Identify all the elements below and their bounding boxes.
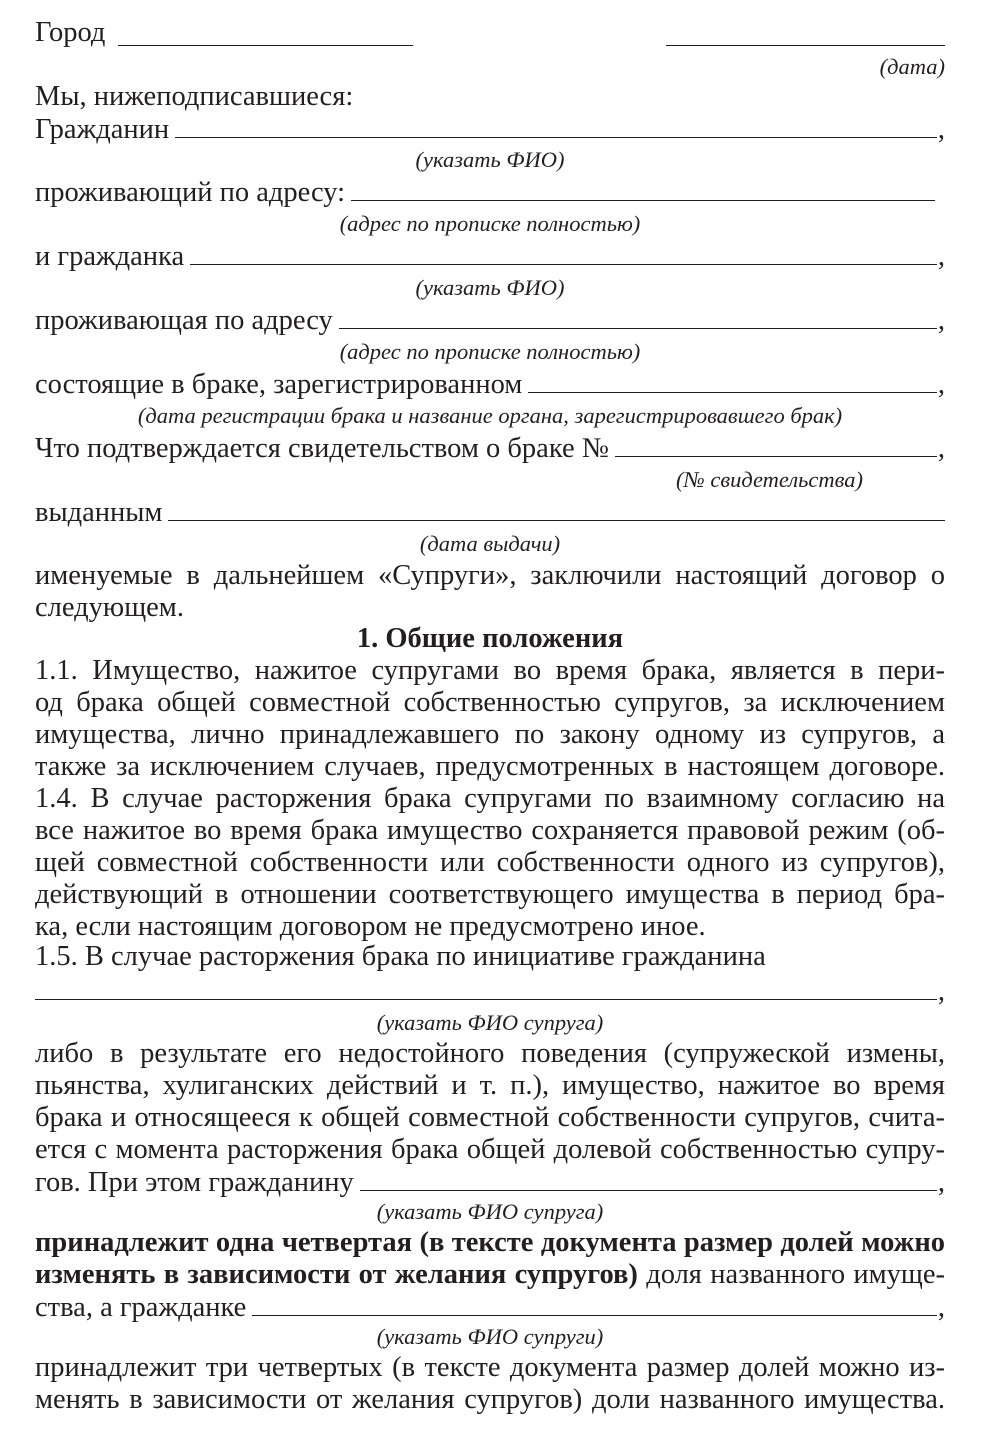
clause-1-1-line: имущества, лично принадлежавшего по закону одному из супругов, а xyxy=(35,719,945,750)
comma: , xyxy=(937,114,945,145)
parties-line-2: следующем. xyxy=(35,592,184,623)
issued-row xyxy=(35,496,945,528)
comma: , xyxy=(937,1167,945,1198)
city-blank xyxy=(118,21,413,46)
clause-1-5-intro: 1.5. В случае расторжения брака по инициативе гражданина xyxy=(35,941,766,972)
husband-name-row xyxy=(35,113,945,145)
husband-address-label: проживающий по адресу: xyxy=(35,177,346,208)
wife-name-caption: (указать ФИО) xyxy=(415,275,565,300)
wife-address-caption: (адрес по прописке полностью) xyxy=(339,339,641,364)
comma: , xyxy=(937,976,945,1007)
clause-1-4-line: действующий в отношении соответствующего имущества в период бра- xyxy=(35,879,945,910)
comma: , xyxy=(937,1292,945,1323)
clause-1-5-line: ется с момента расторжения брака общей долевой собственностью супру- xyxy=(35,1134,945,1165)
date-caption: (дата) xyxy=(879,54,945,79)
bold-share-line: принадлежит одна четвертая (в тексте документа размер долей можно xyxy=(35,1227,945,1258)
clause-1-4-line: ка, если настоящим договором не предусмотрено иное. xyxy=(35,911,706,942)
clause-1-4-line: щей совместной собственности или собственности одного из супругов), xyxy=(35,847,945,878)
husband-address-row xyxy=(35,176,945,208)
marriage-registered-label: состоящие в браке, зарегистрированном xyxy=(35,369,523,400)
wife-label: и гражданка xyxy=(35,241,185,272)
wife-share-caption: (указать ФИО супруги) xyxy=(376,1324,604,1349)
clause-1-1-line: также за исключением случаев, предусмотренных в настоящем договоре. xyxy=(35,751,945,782)
clause-1-1-line: 1.1. Имущество, нажитое супругами во время брака, является в пери- xyxy=(35,655,945,686)
husband-address-field[interactable] xyxy=(351,176,935,201)
clause-1-1-line: од брака общей совместной собственностью супругов, за исключением xyxy=(35,687,945,718)
comma: , xyxy=(937,369,945,400)
certificate-label: Что подтверждается свидетельством о браке № xyxy=(35,433,609,464)
certificate-row xyxy=(35,432,945,464)
spouse-caption: (указать ФИО супруга) xyxy=(376,1010,604,1035)
share-after-bold: доля названного имуще- xyxy=(637,1259,945,1290)
husband-name-field[interactable] xyxy=(175,113,937,138)
final-line: принадлежит три четвертых (в тексте документа размер долей можно из- xyxy=(35,1352,945,1383)
husband-name-caption: (указать ФИО) xyxy=(415,147,565,172)
bold-share-part: изменять в зависимости от желания супругов) xyxy=(35,1259,638,1290)
final-line: менять в зависимости от желания супругов) доли названного имущества. xyxy=(35,1384,945,1415)
issued-caption: (дата выдачи) xyxy=(419,531,561,556)
husband-share-row xyxy=(35,1166,945,1198)
wife-share-label: ства, а гражданке xyxy=(35,1292,247,1323)
husband-share-name-field[interactable] xyxy=(360,1166,937,1191)
wife-address-field[interactable] xyxy=(339,304,937,329)
husband-address-caption: (адрес по прописке полностью) xyxy=(339,211,641,236)
spouse-name-field[interactable] xyxy=(35,975,937,1000)
date-blank xyxy=(666,21,945,46)
wife-address-label: проживающая по адресу xyxy=(35,305,333,336)
issued-date-field[interactable] xyxy=(168,496,945,521)
certificate-number-field[interactable] xyxy=(615,432,937,457)
city-label: Город xyxy=(35,17,106,48)
wife-share-row xyxy=(35,1291,945,1323)
share-line-mixed xyxy=(35,1259,945,1291)
wife-address-row xyxy=(35,304,945,336)
husband-share-label: гов. При этом гражданину xyxy=(35,1167,354,1198)
spouse-name-row xyxy=(35,975,945,1007)
clause-1-5-line: пьянства, хулиганских действий и т. п.), имущество, нажитое во время xyxy=(35,1070,945,1101)
husband-label: Гражданин xyxy=(35,114,170,145)
husband-share-caption: (указать ФИО супруга) xyxy=(376,1199,604,1224)
marriage-registered-field[interactable] xyxy=(528,368,937,393)
intro-text: Мы, нижеподписавшиеся: xyxy=(35,81,354,112)
comma: , xyxy=(937,433,945,464)
comma: , xyxy=(937,241,945,272)
marriage-registered-caption: (дата регистрации брака и название органа, зарегистрировавшего брак) xyxy=(137,403,843,428)
parties-line-1: именуемые в дальнейшем «Супруги», заключили настоящий договор о xyxy=(35,560,945,591)
wife-name-row xyxy=(35,240,945,272)
clause-1-4-line: все нажитое во время брака имущество сохраняется правовой режим (об- xyxy=(35,815,945,846)
section-title: 1. Общие положения xyxy=(356,623,624,654)
certificate-caption: (№ свидетельства) xyxy=(676,467,863,492)
comma: , xyxy=(937,305,945,336)
clause-1-4-line: 1.4. В случае расторжения брака супругами по взаимному согласию на xyxy=(35,783,945,814)
city-date-row xyxy=(35,17,945,49)
wife-name-field[interactable] xyxy=(190,240,937,265)
issued-label: выданным xyxy=(35,497,163,528)
wife-share-name-field[interactable] xyxy=(252,1291,937,1316)
clause-1-5-line: брака и относящееся к общей совместной собственности супругов, счита- xyxy=(35,1102,945,1133)
marriage-registered-row xyxy=(35,368,945,400)
clause-1-5-line: либо в результате его недостойного поведения (супружеской измены, xyxy=(35,1038,945,1069)
